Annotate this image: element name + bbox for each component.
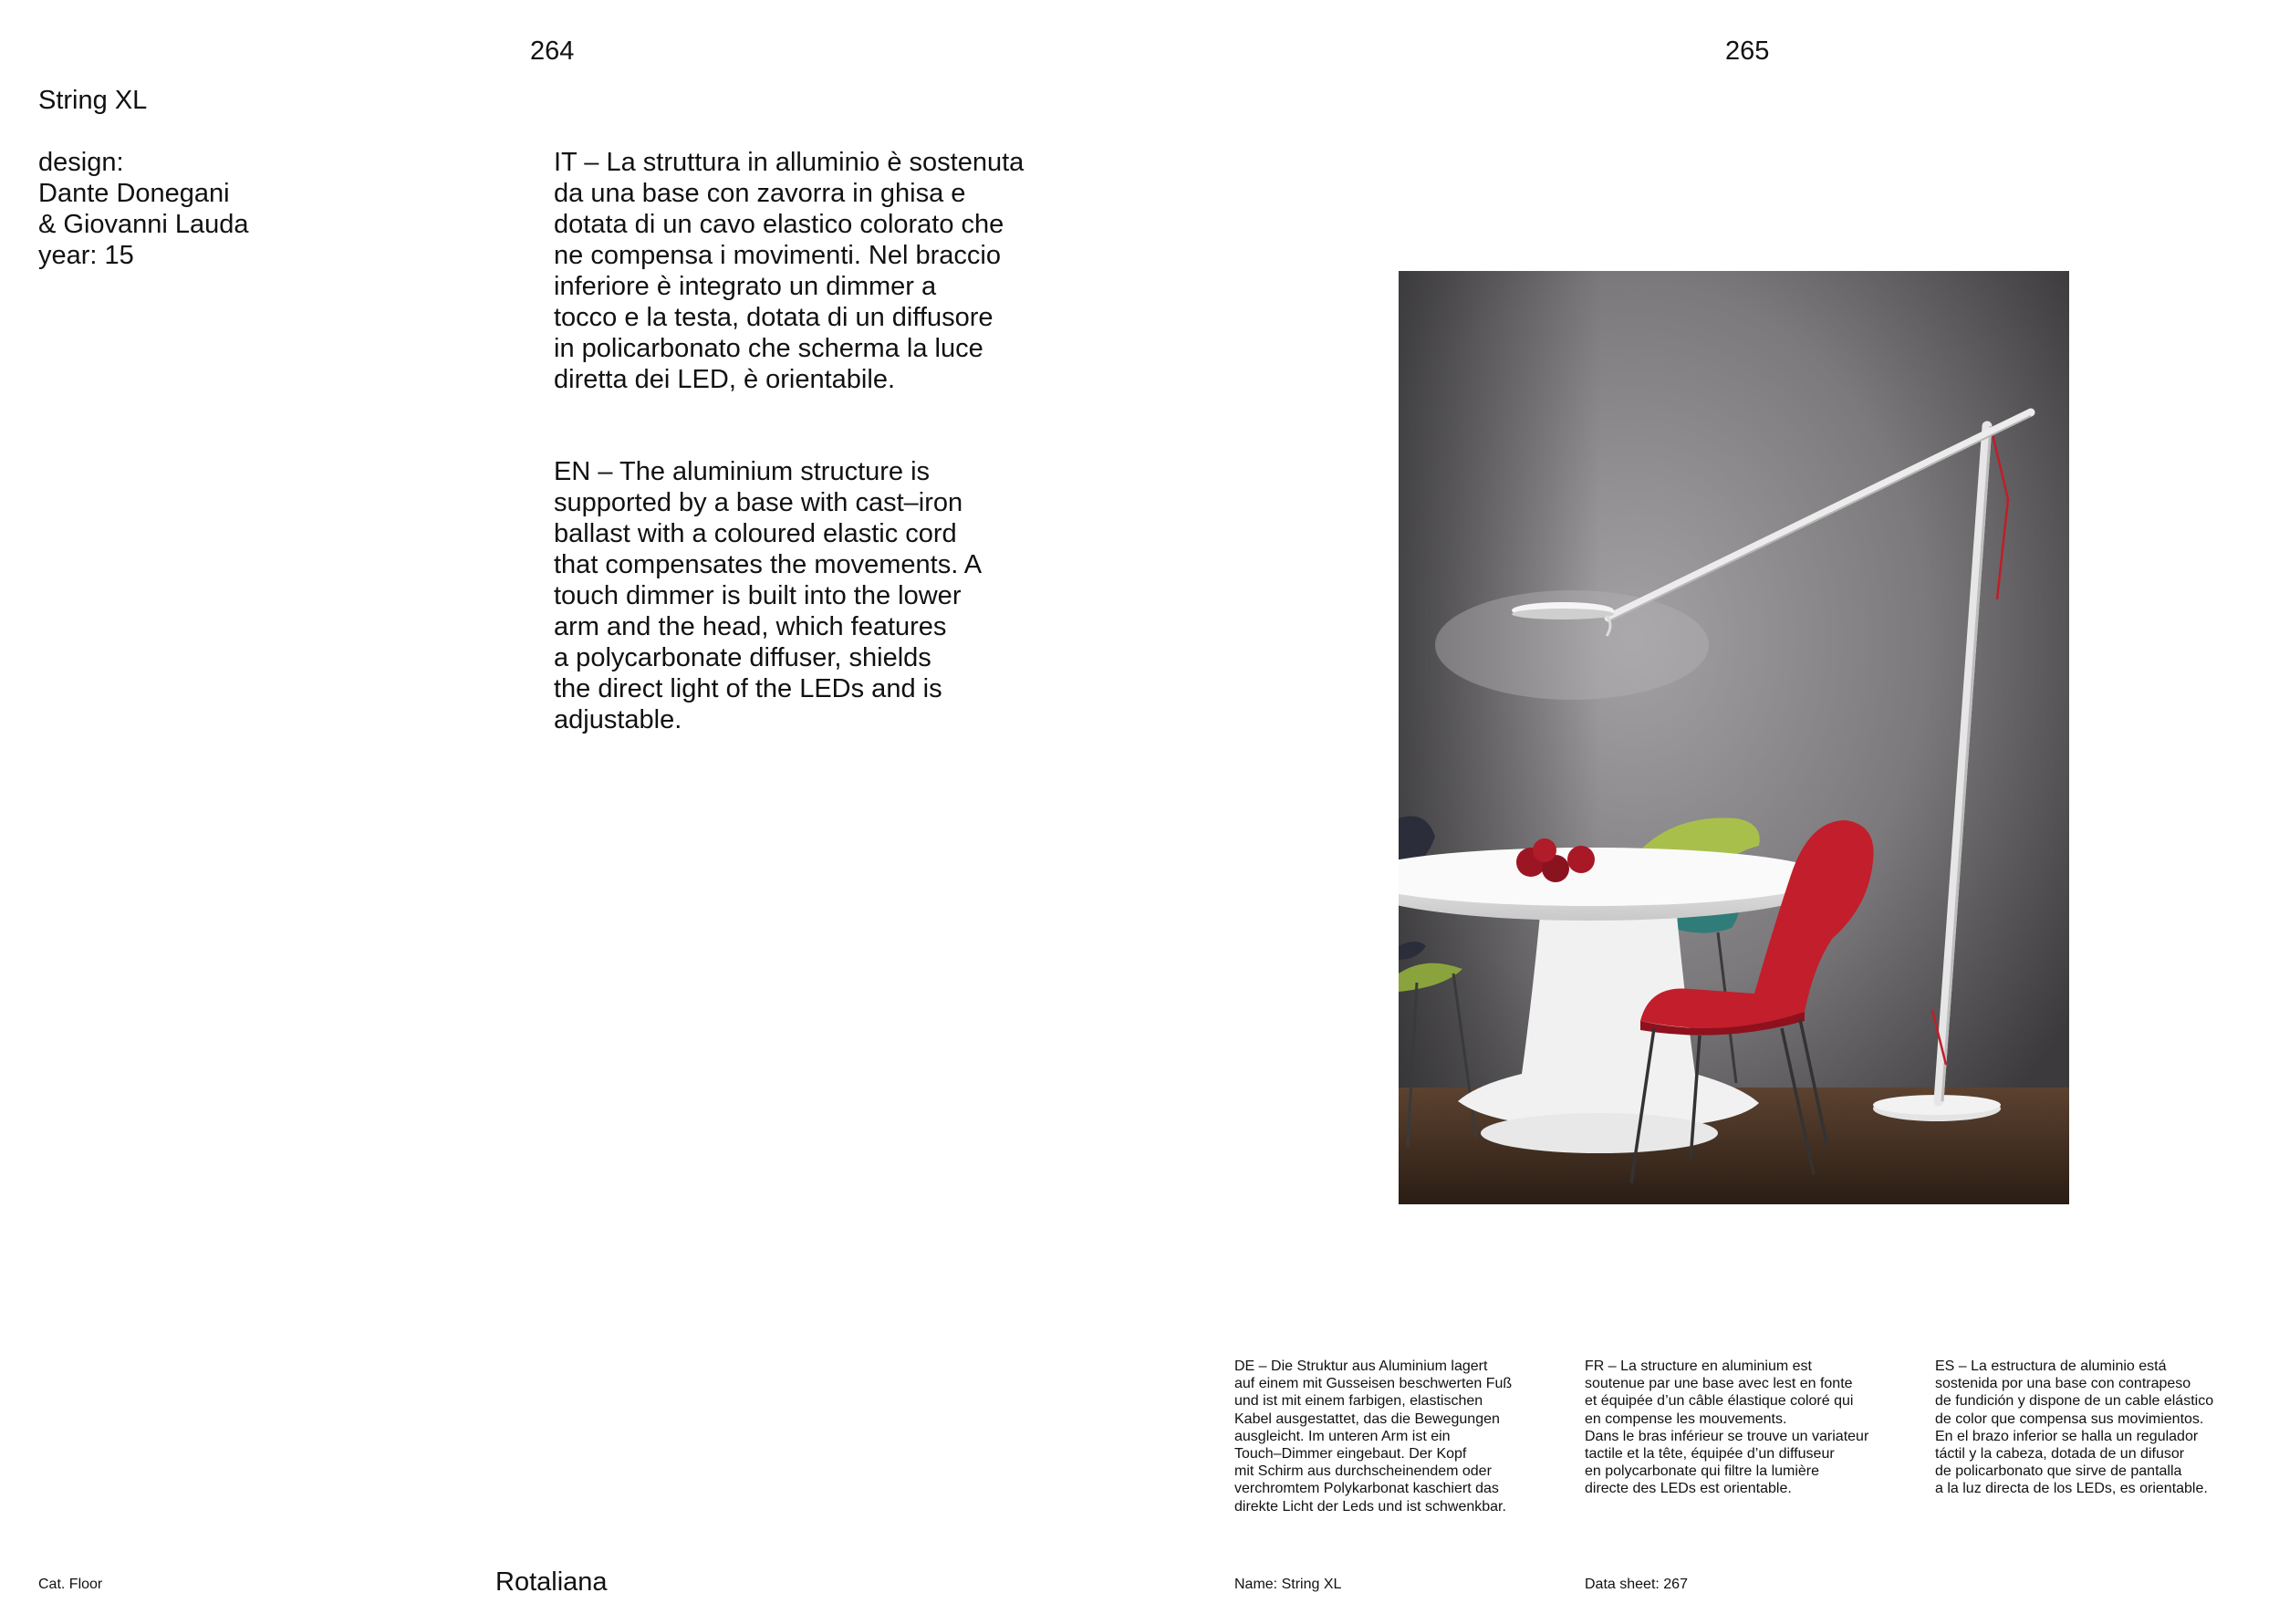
text-line: auf einem mit Gusseisen beschwerten Fuß: [1234, 1376, 1513, 1392]
text-line: Dans le bras inférieur se trouve un variateur: [1585, 1428, 1869, 1444]
text-line: in policarbonato che scherma la luce: [554, 334, 983, 363]
product-name: String XL: [38, 86, 148, 115]
text-line: Kabel ausgestattet, das die Bewegungen: [1234, 1411, 1500, 1427]
text-line: IT – La struttura in alluminio è sostenuta: [554, 148, 1025, 177]
text-line: de policarbonato que sirve de pantalla: [1935, 1463, 2182, 1480]
text-line: FR – La structure en aluminium est: [1585, 1359, 1812, 1374]
text-line: tocco e la testa, dotata di un diffusore: [554, 303, 994, 332]
description-english: [554, 456, 1101, 735]
description-spanish: [1935, 1358, 2273, 1498]
text-line: de fundición y dispone de un cable elástico: [1935, 1393, 2214, 1410]
footer-category: Cat. Floor: [38, 1577, 103, 1592]
text-line: that compensates the movements. A: [554, 550, 983, 579]
text-line: touch dimmer is built into the lower: [554, 581, 962, 610]
text-line: En el brazo inferior se halla un regulador: [1935, 1428, 2199, 1444]
apple: [1533, 838, 1556, 862]
text-line: de color que compensa sus movimientos.: [1935, 1411, 2204, 1427]
product-year: year: 15: [38, 241, 134, 270]
description-german: [1234, 1358, 1572, 1515]
text-line: diretta dei LED, è orientabile.: [554, 365, 895, 394]
text-line: soutenue par une base avec lest en fonte: [1585, 1376, 1853, 1392]
text-line: táctil y la cabeza, dotada de un difusor: [1935, 1446, 2185, 1463]
text-line: ausgleicht. Im unteren Arm ist ein: [1234, 1428, 1451, 1444]
text-line: en compense les mouvements.: [1585, 1411, 1787, 1427]
product-info: [38, 85, 403, 271]
text-line: arm and the head, which features: [554, 612, 947, 641]
text-line: supported by a base with cast–iron: [554, 488, 963, 517]
text-line: direkte Licht der Leds und ist schwenkbar.: [1234, 1498, 1506, 1515]
text-line: en polycarbonate qui filtre la lumière: [1585, 1463, 1820, 1480]
footer-product-name: Name: String XL: [1234, 1577, 1342, 1592]
footer-datasheet: Data sheet: 267: [1585, 1577, 1688, 1592]
text-line: the direct light of the LEDs and is: [554, 674, 942, 703]
text-line: et équipée d’un câble élastique coloré qui: [1585, 1393, 1854, 1410]
designer-line: & Giovanni Lauda: [38, 210, 249, 239]
description-french: [1585, 1358, 1922, 1498]
text-line: DE – Die Struktur aus Aluminium lagert: [1234, 1359, 1488, 1374]
description-italian: [554, 147, 1101, 395]
text-line: ES – La estructura de aluminio está: [1935, 1359, 2167, 1374]
text-line: ballast with a coloured elastic cord: [554, 519, 957, 548]
apple: [1567, 846, 1595, 873]
text-line: EN – The aluminium structure is: [554, 457, 931, 486]
text-line: mit Schirm aus durchscheinendem oder: [1234, 1463, 1492, 1480]
text-line: a polycarbonate diffuser, shields: [554, 643, 931, 672]
text-line: ne compensa i movimenti. Nel braccio: [554, 241, 1001, 270]
text-line: inferiore è integrato un dimmer a: [554, 272, 937, 301]
text-line: und ist mit einem farbigen, elastischen: [1234, 1393, 1483, 1410]
text-line: directe des LEDs est orientable.: [1585, 1481, 1792, 1497]
text-line: dotata di un cavo elastico colorato che: [554, 210, 1004, 239]
design-label: design:: [38, 148, 124, 177]
product-photo: [1399, 271, 2069, 1204]
designer-line: Dante Donegani: [38, 179, 230, 208]
text-line: verchromtem Polykarbonat kaschiert das: [1234, 1481, 1499, 1497]
text-line: tactile et la tête, équipée d’un diffuseur: [1585, 1446, 1835, 1463]
footer-brand: Rotaliana: [495, 1567, 608, 1597]
text-line: adjustable.: [554, 705, 682, 734]
text-line: da una base con zavorra in ghisa e: [554, 179, 966, 208]
text-line: Touch–Dimmer eingebaut. Der Kopf: [1234, 1446, 1467, 1463]
page-number-left: 264: [530, 36, 575, 66]
text-line: a la luz directa de los LEDs, es orientable.: [1935, 1481, 2208, 1497]
text-line: sostenida por una base con contrapeso: [1935, 1376, 2191, 1392]
page-number-right: 265: [1725, 36, 1770, 66]
